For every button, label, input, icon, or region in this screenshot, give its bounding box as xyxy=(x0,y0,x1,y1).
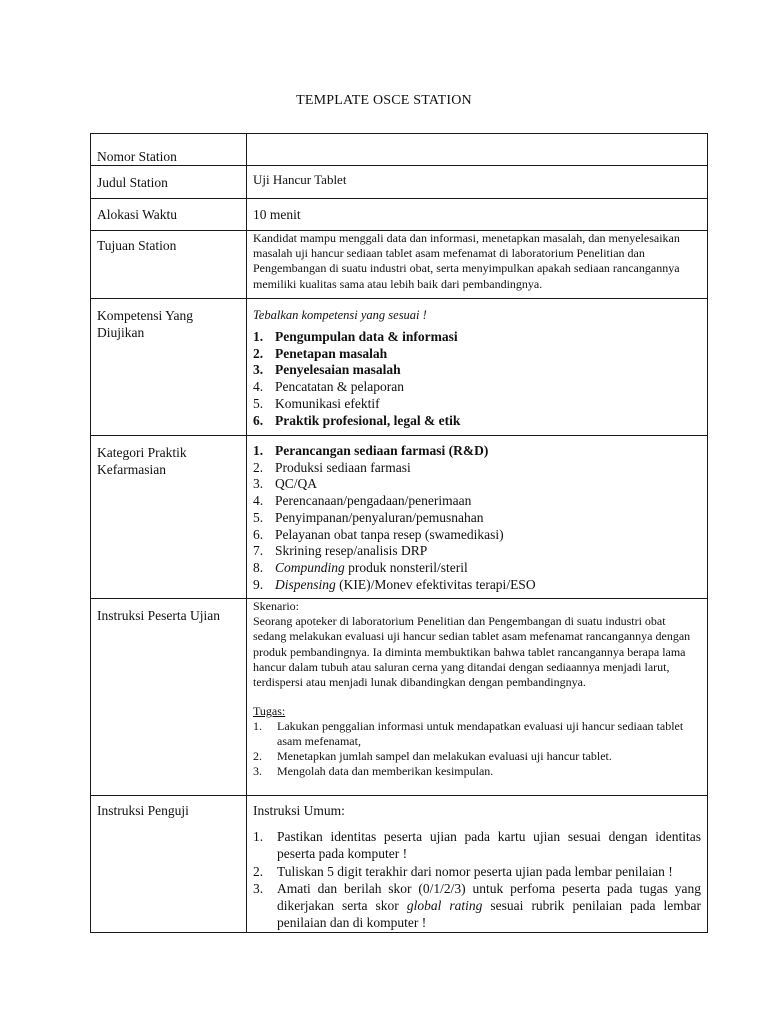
value-alokasi-waktu: 10 menit xyxy=(247,199,708,231)
kategori-item-text: QC/QA xyxy=(275,476,318,492)
kategori-item-number: 1. xyxy=(253,443,264,458)
value-nomor-station xyxy=(247,134,708,166)
kompetensi-item xyxy=(253,329,701,346)
tugas-item-number: 1. xyxy=(253,719,262,734)
label-tujuan-station: Tujuan Station xyxy=(91,231,247,299)
kategori-item-number: 6. xyxy=(253,526,264,542)
row-instruksi-penguji xyxy=(91,796,708,933)
row-instruksi-peserta xyxy=(91,599,708,796)
kompetensi-item-number: 5. xyxy=(253,395,264,411)
tugas-heading: Tugas: xyxy=(253,704,286,719)
kategori-item-italic: Compunding xyxy=(275,559,345,575)
value-instruksi-penguji xyxy=(247,796,708,933)
tugas-item-text: Menetapkan jumlah sampel dan melakukan evaluasi uji hancur tablet. xyxy=(277,748,612,763)
label-instruksi-penguji: Instruksi Penguji xyxy=(91,796,247,933)
instruksi-umum-item-text: Tuliskan 5 digit terakhir dari nomor peserta ujian pada lembar penilaian ! xyxy=(277,863,673,879)
tugas-item-text: Mengolah data dan memberikan kesimpulan. xyxy=(277,763,494,778)
kompetensi-item xyxy=(253,379,701,396)
kategori-list xyxy=(253,443,701,593)
kategori-item-number: 8. xyxy=(253,559,264,575)
kompetensi-item xyxy=(253,362,701,379)
instruksi-umum-item xyxy=(253,863,701,880)
skenario-heading: Skenario: xyxy=(253,599,299,613)
kategori-item-text: Penyimpanan/penyaluran/pemusnahan xyxy=(275,509,484,525)
value-instruksi-peserta xyxy=(247,599,708,796)
kategori-item xyxy=(253,560,701,577)
kategori-item-text: Produksi sediaan farmasi xyxy=(275,459,411,475)
kompetensi-item xyxy=(253,413,701,430)
kategori-item xyxy=(253,443,701,460)
instruksi-umum-item-italic: global rating xyxy=(406,898,483,914)
kategori-item-text: Dispensing (KIE)/Monev efektivitas terapi/ESO xyxy=(275,576,536,592)
kompetensi-item xyxy=(253,396,701,413)
kompetensi-item-text: Komunikasi efektif xyxy=(275,395,380,411)
kompetensi-item-text: Penetapan masalah xyxy=(275,345,388,361)
kategori-item-italic: Dispensing xyxy=(275,576,336,592)
kategori-item-text: Perencanaan/pengadaan/penerimaan xyxy=(275,493,472,509)
instruksi-umum-item-number: 1. xyxy=(253,829,264,844)
instruksi-umum-list xyxy=(253,828,701,932)
tugas-item xyxy=(253,764,701,779)
label-nomor-station: Nomor Station xyxy=(91,134,247,166)
instruksi-umum-heading: Instruksi Umum: xyxy=(253,803,345,818)
kompetensi-item xyxy=(253,346,701,363)
kategori-item xyxy=(253,510,701,527)
instruksi-umum-item-text: Pastikan identitas peserta ujian pada kartu ujian sesuai dengan identitas peserta pada komputer ! xyxy=(277,829,701,862)
kompetensi-note: Tebalkan kompetensi yang sesuai ! xyxy=(253,308,427,322)
kompetensi-item-number: 6. xyxy=(253,412,264,428)
kategori-item-number: 4. xyxy=(253,493,264,509)
instruksi-umum-item-number: 3. xyxy=(253,880,264,896)
row-judul-station xyxy=(91,166,708,199)
kategori-item xyxy=(253,460,701,477)
kompetensi-item-number: 2. xyxy=(253,345,264,361)
kategori-item-number: 5. xyxy=(253,509,264,525)
tugas-item-text: Lakukan penggalian informasi untuk mendapatkan evaluasi uji hancur sediaan tablet asam mefenamat, xyxy=(277,719,684,749)
tugas-item-number: 3. xyxy=(253,763,262,778)
label-judul-station: Judul Station xyxy=(91,166,247,199)
label-instruksi-peserta: Instruksi Peserta Ujian xyxy=(91,599,247,796)
label-kompetensi: Kompetensi Yang Diujikan xyxy=(91,299,247,436)
row-tujuan-station xyxy=(91,231,708,299)
kategori-item-number: 3. xyxy=(253,476,264,492)
document-title: TEMPLATE OSCE STATION xyxy=(296,93,472,108)
row-kompetensi xyxy=(91,299,708,436)
value-judul-station: Uji Hancur Tablet xyxy=(247,166,708,199)
tugas-item-number: 2. xyxy=(253,748,262,763)
tugas-item xyxy=(253,749,701,764)
kompetensi-item-text: Pengumpulan data & informasi xyxy=(275,329,458,344)
row-kategori xyxy=(91,436,708,599)
row-nomor-station xyxy=(91,134,708,166)
tugas-list xyxy=(253,719,701,778)
instruksi-umum-item-number: 2. xyxy=(253,863,264,879)
kategori-item xyxy=(253,577,701,594)
kategori-item-text: Skrining resep/analisis DRP xyxy=(275,543,428,559)
kategori-item xyxy=(253,476,701,493)
osce-station-table xyxy=(90,133,708,933)
kategori-item-number: 7. xyxy=(253,543,264,559)
kompetensi-item-number: 4. xyxy=(253,379,264,395)
kategori-item xyxy=(253,543,701,560)
instruksi-umum-item xyxy=(253,828,701,863)
kompetensi-list xyxy=(253,329,701,429)
kompetensi-item-text: Praktik profesional, legal & etik xyxy=(275,412,461,428)
label-kategori: Kategori Praktik Kefarmasian xyxy=(91,436,247,599)
label-alokasi-waktu: Alokasi Waktu xyxy=(91,199,247,231)
instruksi-umum-item-text: Amati dan berilah skor (0/1/2/3) untuk perfoma peserta pada tugas yang dikerjakan serta skor global rating sesuai rubrik penilaian pada lembar penilaian dan di komputer ! xyxy=(277,880,701,931)
instruksi-umum-item xyxy=(253,880,701,932)
kompetensi-item-number: 3. xyxy=(253,362,264,378)
value-tujuan-station: Kandidat mampu menggali data dan informasi, menetapkan masalah, dan menyelesaikan masalah uji hancur sediaan tablet asam mefenamat di laboratorium Penelitian dan Pengembangan di suatu industri obat, serta menyimpulkan apakah sediaan rancangannya memiliki kualitas sama atau lebih baik dari pembandingnya. xyxy=(247,231,708,299)
kategori-item xyxy=(253,493,701,510)
kategori-item-text: Perancangan sediaan farmasi (R&D) xyxy=(275,443,489,458)
kompetensi-item-number: 1. xyxy=(253,329,264,344)
kategori-item-number: 9. xyxy=(253,576,264,592)
value-kategori xyxy=(247,436,708,599)
kategori-item xyxy=(253,527,701,544)
kategori-item-number: 2. xyxy=(253,459,264,475)
kategori-item-text: Pelayanan obat tanpa resep (swamedikasi) xyxy=(275,526,504,542)
row-alokasi-waktu xyxy=(91,199,708,231)
value-kompetensi xyxy=(247,299,708,436)
kompetensi-item-text: Pencatatan & pelaporan xyxy=(275,379,404,395)
tugas-item xyxy=(253,719,701,749)
kategori-item-text: Compunding produk nonsteril/steril xyxy=(275,559,468,575)
skenario-text: Seorang apoteker di laboratorium Penelitian dan Pengembangan di suatu industri obat sedang melakukan evaluasi uji hancur sedian tablet asam mefenamat rancangannya dengan produk pembandingnya. Ia diminta membuktikan bahwa tablet rancangannya berapa lama hancur dalam tubuh atau saluran cerna yang ditandai dengan sediaannya menjadi larut, terdispersi atau menjadi lunak dibandingkan dengan pembandingnya. xyxy=(253,614,691,690)
kompetensi-item-text: Penyelesaian masalah xyxy=(275,362,401,378)
